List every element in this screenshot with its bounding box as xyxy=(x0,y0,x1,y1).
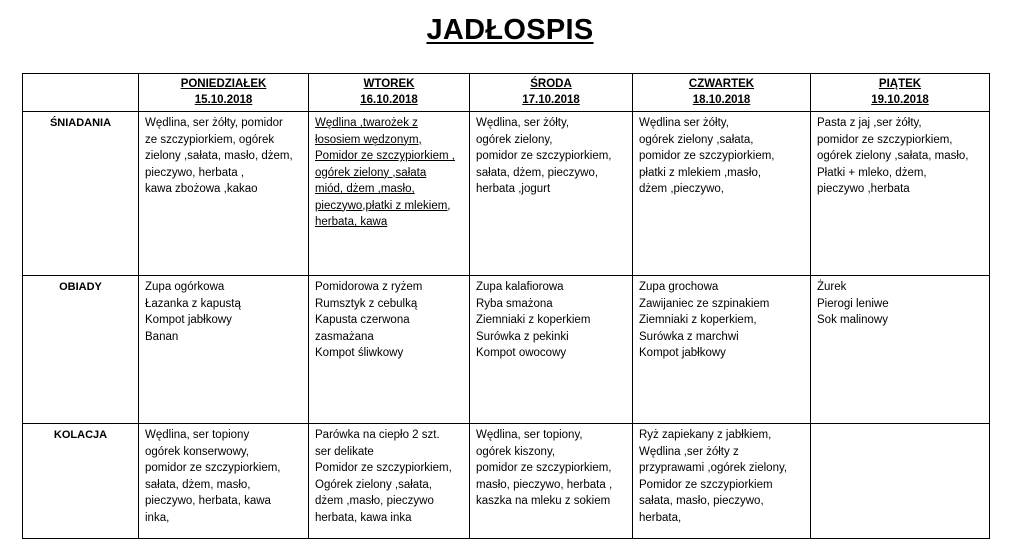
menu-line: płatki z mlekiem ,masło, xyxy=(639,166,762,179)
menu-line: ser delikate xyxy=(315,445,374,458)
menu-line: Sok malinowy xyxy=(817,314,888,326)
menu-cell xyxy=(139,112,309,276)
menu-line: Parówka na ciepło 2 szt. xyxy=(315,429,440,441)
menu-line: pieczywo ,herbata xyxy=(817,183,910,195)
menu-line: miód, dżem ,masło, xyxy=(315,183,415,195)
menu-line: pieczywo,płatki z mlekiem, xyxy=(315,199,451,212)
menu-line: Pierogi leniwe xyxy=(817,297,889,310)
menu-line: dżem ,masło, pieczywo xyxy=(315,495,434,507)
menu-cell xyxy=(309,276,470,424)
menu-line: Kompot jabłkowy xyxy=(639,347,726,359)
menu-line: pomidor ze szczypiorkiem, xyxy=(476,150,612,162)
menu-line: herbata, kawa xyxy=(315,216,388,228)
menu-line: Wędlina ,twarożek z xyxy=(315,117,418,129)
menu-line: Ziemniaki z koperkiem xyxy=(476,314,591,326)
menu-line: Zupa grochowa xyxy=(639,281,719,293)
menu-line: Pomidor ze szczypiorkiem , xyxy=(315,150,455,162)
menu-line: pomidor ze szczypiorkiem, xyxy=(817,133,953,146)
menu-line: Surówka z marchwi xyxy=(639,330,739,343)
menu-line: pieczywo, herbata , xyxy=(145,166,245,179)
menu-line: Wędlina ,ser żółty z xyxy=(639,445,739,458)
menu-line: Rumsztyk z cebulką xyxy=(315,297,418,310)
day-header: CZWARTEK 18.10.2018 xyxy=(633,74,811,112)
menu-line: Wędlina ser żółty, xyxy=(639,117,729,129)
meal-label: ŚNIADANIA xyxy=(23,112,139,276)
menu-cell xyxy=(309,424,470,539)
menu-line: Zupa kalafiorowa xyxy=(476,281,564,293)
menu-line: przyprawami ,ogórek zielony, xyxy=(639,462,788,474)
corner-cell xyxy=(23,74,139,112)
menu-cell xyxy=(470,112,633,276)
menu-line: Pomidor ze szczypiorkiem xyxy=(639,478,773,491)
menu-line: Pomidorowa z ryżem xyxy=(315,281,423,293)
menu-line: Surówka z pekinki xyxy=(476,330,569,343)
menu-line: inka, xyxy=(145,511,170,524)
menu-line: dżem ,pieczywo, xyxy=(639,183,725,195)
menu-line: herbata, kawa inka xyxy=(315,511,412,524)
meal-row-lunch xyxy=(23,276,990,424)
menu-cell xyxy=(309,112,470,276)
menu-line: Zawijaniec ze szpinakiem xyxy=(639,297,770,310)
menu-line: łososiem wędzonym, xyxy=(315,133,422,146)
menu-line: Płatki + mleko, dżem, xyxy=(817,166,927,179)
menu-line: Kompot śliwkowy xyxy=(315,347,404,359)
menu-cell xyxy=(811,276,990,424)
header-row xyxy=(23,74,990,112)
menu-cell xyxy=(811,424,990,539)
menu-line: sałata, masło, pieczywo, xyxy=(639,495,764,507)
menu-line: sałata, dżem, pieczywo, xyxy=(476,166,599,179)
menu-line: ogórek zielony, xyxy=(476,133,553,146)
menu-line: zasmażana xyxy=(315,330,374,343)
menu-line: Ryba smażona xyxy=(476,297,553,310)
menu-line: Ryż zapiekany z jabłkiem, xyxy=(639,429,772,441)
menu-cell xyxy=(470,424,633,539)
page-title: JADŁOSPIS xyxy=(426,14,594,46)
menu-line: Kapusta czerwona xyxy=(315,314,410,326)
menu-line: Wędlina, ser żółty, pomidor xyxy=(145,117,283,129)
menu-line: pomidor ze szczypiorkiem, xyxy=(145,462,281,474)
menu-line: herbata, xyxy=(639,511,682,524)
menu-line: ogórek kiszony, xyxy=(476,445,556,458)
day-header: ŚRODA 17.10.2018 xyxy=(470,74,633,112)
menu-line: Kompot owocowy xyxy=(476,347,567,359)
menu-cell xyxy=(139,276,309,424)
menu-line: Pomidor ze szczypiorkiem, xyxy=(315,462,452,474)
menu-line: ogórek konserwowy, xyxy=(145,445,249,458)
meal-row-breakfast xyxy=(23,112,990,276)
menu-line: ogórek zielony ,sałata, masło, xyxy=(817,150,969,162)
menu-line: kawa zbożowa ,kakao xyxy=(145,183,258,195)
menu-line: ogórek zielony ,sałata xyxy=(315,166,427,179)
day-header: PIĄTEK 19.10.2018 xyxy=(811,74,990,112)
menu-line: Zupa ogórkowa xyxy=(145,281,225,293)
menu-cell xyxy=(139,424,309,539)
menu-line: Łazanka z kapustą xyxy=(145,297,241,310)
menu-line: Wędlina, ser topiony xyxy=(145,429,250,441)
menu-line: Ogórek zielony ,sałata, xyxy=(315,478,432,491)
menu-cell xyxy=(633,424,811,539)
menu-line: herbata ,jogurt xyxy=(476,183,551,195)
menu-cell xyxy=(633,276,811,424)
menu-line: sałata, dżem, masło, xyxy=(145,478,251,491)
meal-label: KOLACJA xyxy=(23,424,139,539)
menu-line: kaszka na mleku z sokiem xyxy=(476,495,611,507)
menu-line: Wędlina, ser topiony, xyxy=(476,429,583,441)
menu-line: Kompot jabłkowy xyxy=(145,314,232,326)
menu-line: pieczywo, herbata, kawa xyxy=(145,495,271,507)
menu-line: Pasta z jaj ,ser żółty, xyxy=(817,117,922,129)
menu-line: pomidor ze szczypiorkiem, xyxy=(476,462,612,474)
menu-line: zielony ,sałata, masło, dżem, xyxy=(145,150,293,162)
meal-label: OBIADY xyxy=(23,276,139,424)
menu-line: ogórek zielony ,sałata, xyxy=(639,133,754,146)
menu-cell xyxy=(633,112,811,276)
menu-line: ze szczypiorkiem, ogórek xyxy=(145,133,275,146)
menu-table xyxy=(22,73,990,539)
menu-line: pomidor ze szczypiorkiem, xyxy=(639,150,775,162)
menu-line: Banan xyxy=(145,330,179,343)
meal-row-supper xyxy=(23,424,990,539)
day-header: WTOREK 16.10.2018 xyxy=(309,74,470,112)
menu-cell xyxy=(470,276,633,424)
menu-line: Żurek xyxy=(817,281,847,293)
day-header: PONIEDZIAŁEK 15.10.2018 xyxy=(139,74,309,112)
menu-cell xyxy=(811,112,990,276)
menu-line: masło, pieczywo, herbata , xyxy=(476,478,613,491)
menu-line: Ziemniaki z koperkiem, xyxy=(639,314,757,326)
menu-line: Wędlina, ser żółty, xyxy=(476,117,570,129)
